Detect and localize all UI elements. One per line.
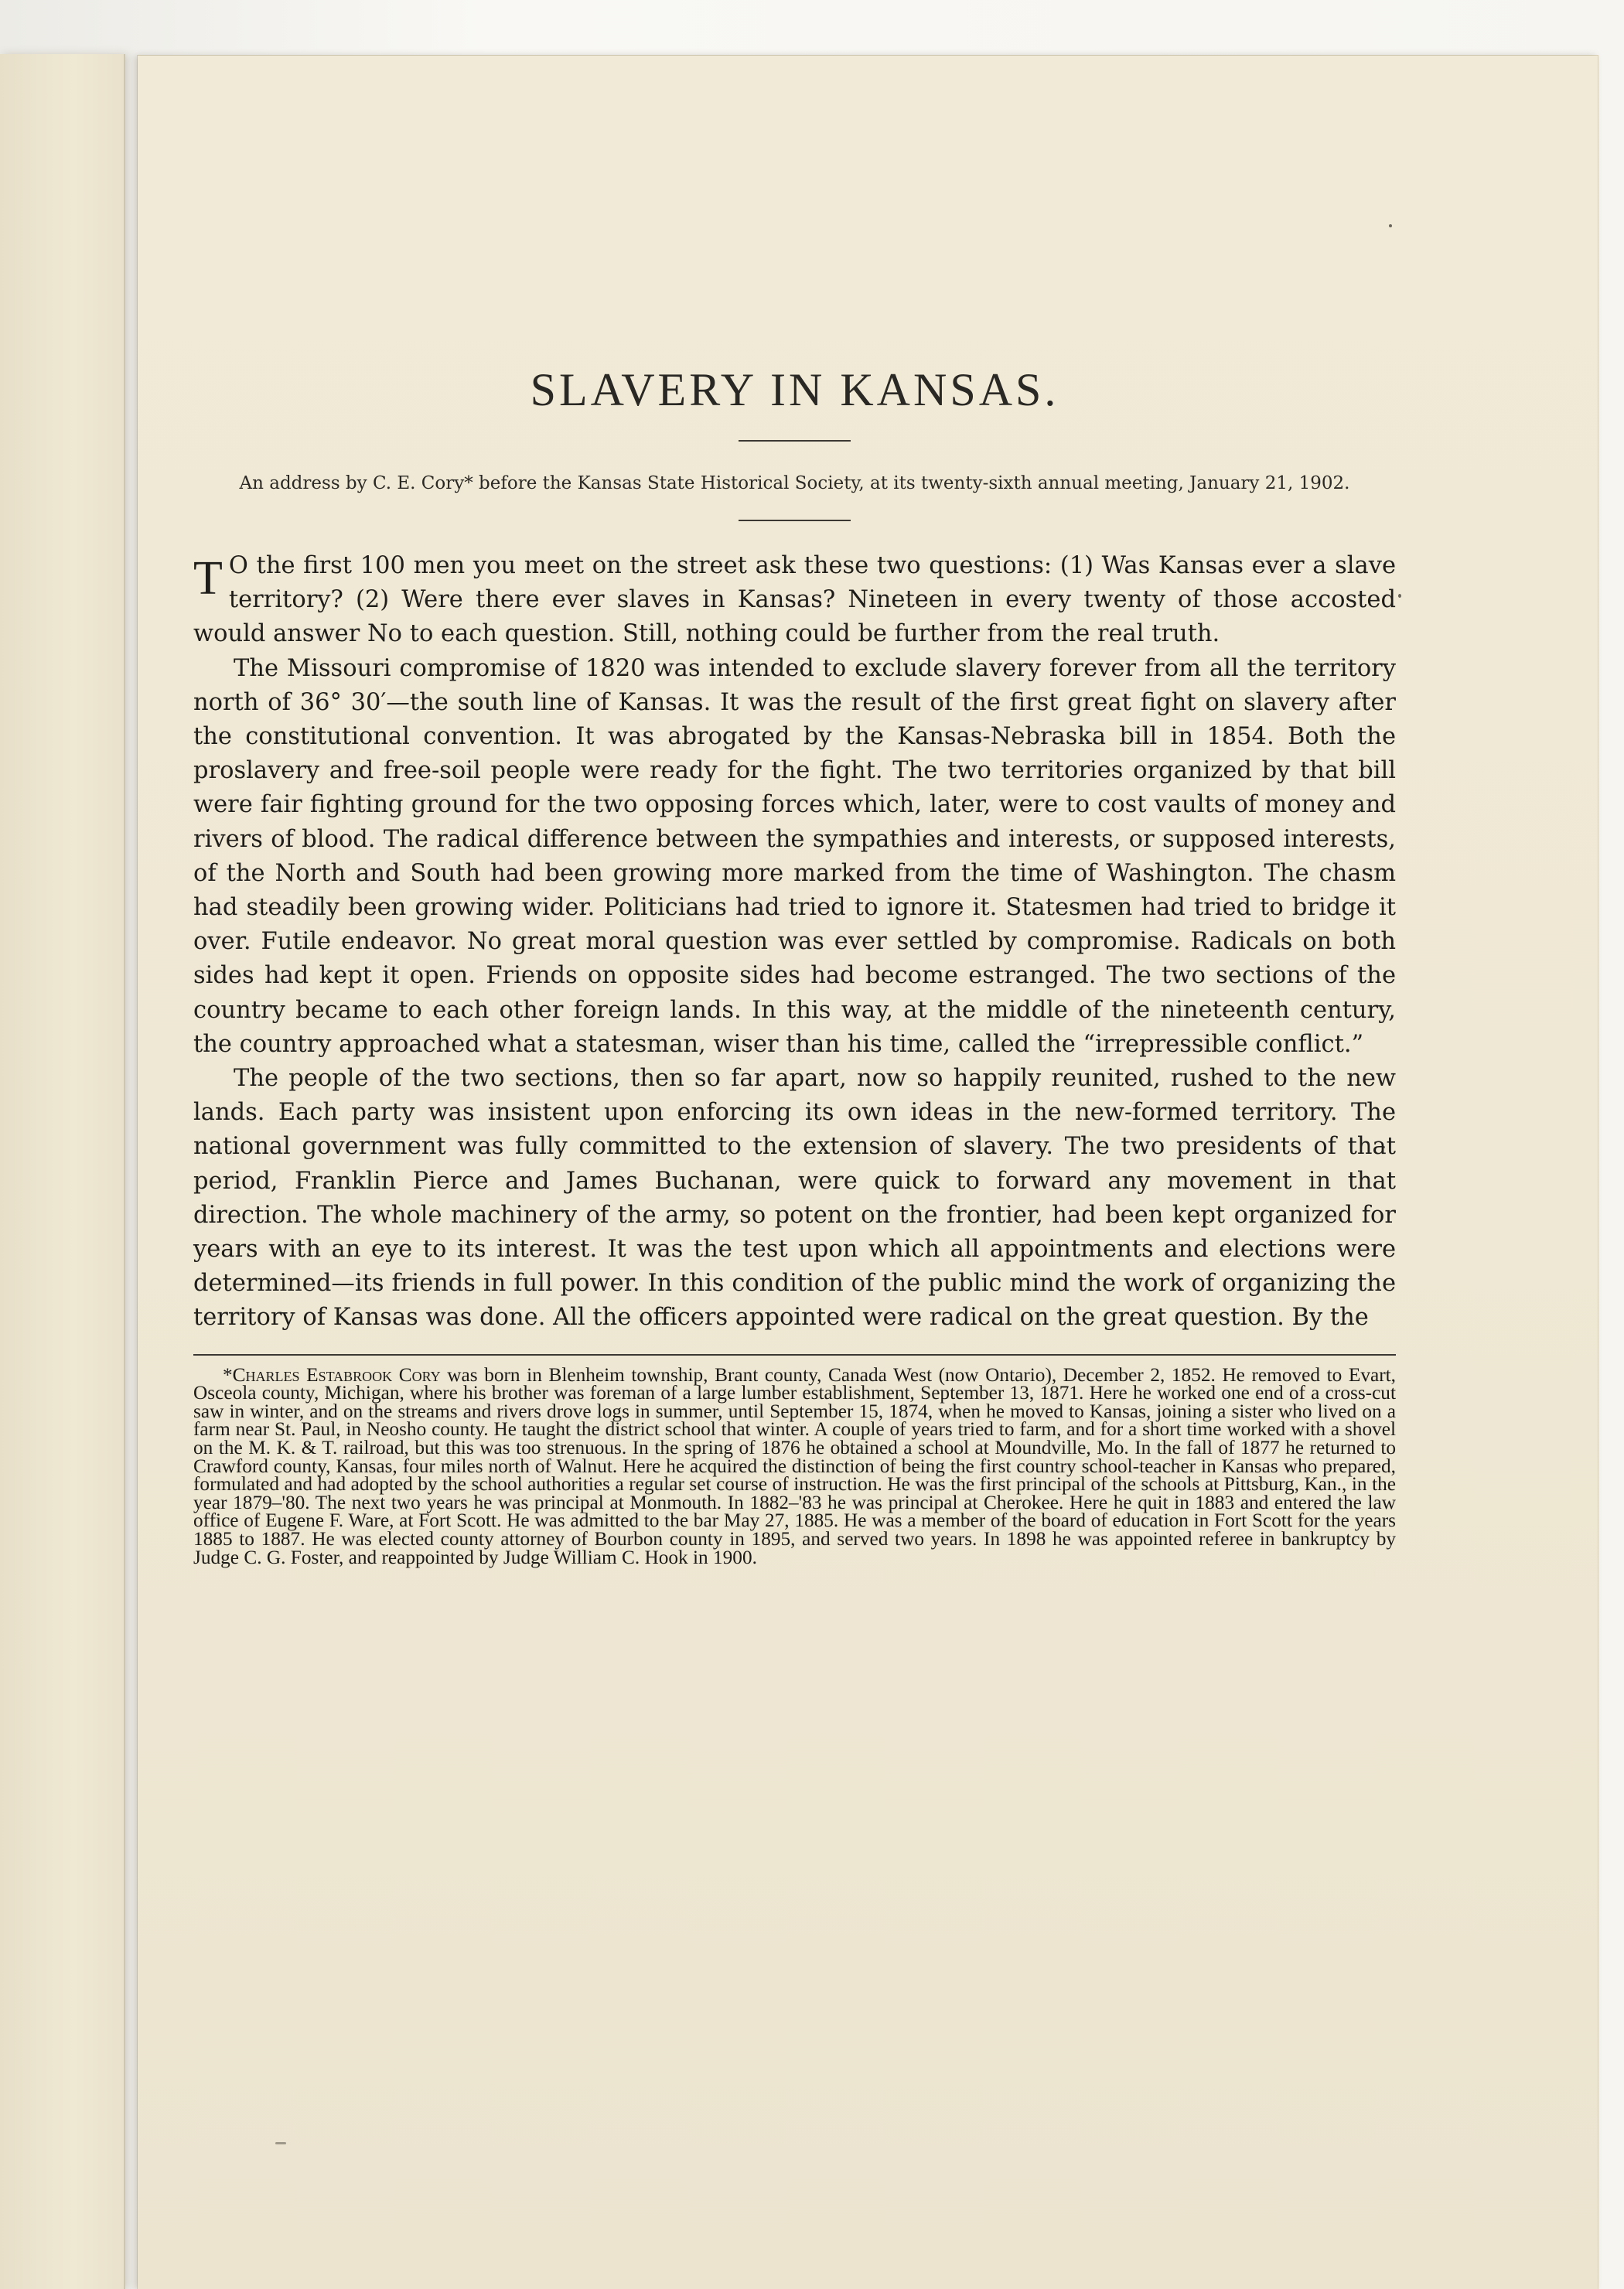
paper-speck: [1389, 224, 1392, 227]
article-subtitle: An address by C. E. Cory* before the Kansas State Historical Society, at its twenty-sixth annual meeting, January 21, 1902.: [239, 473, 1350, 493]
left-page-edge: [0, 54, 125, 2289]
paragraph-3: The people of the two sections, then so far apart, now so happily reunited, rushed to the new lands. Each party was insistent upon enforcing its own ideas in the new-formed territory. The national government was fully committed to the extension of slavery. The two presidents of that period, Franklin Pierce and James Buchanan, were quick to forward any movement in that direction. The whole machinery of the army, so potent on the frontier, had been kept organized for years with an eye to its interest. It was the test upon which all appointments and elections were determined—its friends in full power. In this condition of the public mind the work of organizing the territory of Kansas was done. All the officers appointed were radical on the great question. By the: [193, 1065, 1396, 1332]
title-divider: [739, 440, 851, 442]
article-body: [193, 549, 1396, 1336]
paper-speck: [1398, 594, 1401, 598]
article-title: SLAVERY IN KANSAS.: [530, 364, 1059, 415]
article: [193, 363, 1396, 1567]
footnote-text: was born in Blenheim township, Brant county, Canada West (now Ontario), December 2, 1852. He removed to Evart, Osceola county, Michigan, where his brother was foreman of a large lumber establishment, September 13, 1871. Here he worked one end of a cross-cut saw in winter, and on the streams and rivers drove logs in summer, until September 15, 1874, when he moved to Kansas, joining a sister who lived on a farm near St. Paul, in Neosho county. He taught the district school that winter. A couple of years tried to farm, and for a short time worked with a shovel on the M. K. & T. railroad, but this was too strenuous. In the spring of 1876 he obtained a school at Moundville, Mo. In the fall of 1877 he returned to Crawford county, Kansas, four miles north of Walnut. Here he acquired the distinction of being the first country school-teacher in Kansas who prepared, formulated and had adopted by the school authorities a regular set course of instruction. He was the first principal of the schools at Pittsburg, Kan., in the year 1879–'80. The next two years he was principal at Monmouth. In 1882–'83 he was principal at Cherokee. Here he quit in 1883 and entered the law office of Eugene F. Ware, at Fort Scott. He was admitted to the bar May 27, 1885. He was a member of the board of education in Fort Scott for the years 1885 to 1887. He was elected county attorney of Bourbon county in 1895, and served two years. In 1898 he was appointed referee in bankruptcy by Judge C. G. Foster, and reappointed by Judge William C. Hook in 1900.: [193, 1363, 1396, 1568]
paper-speck: [275, 2142, 286, 2144]
paragraph-1-text: O the first 100 men you meet on the street ask these two questions: (1) Was Kansas ever a slave territory? (2) Were there ever slaves in Kansas? Nineteen in every twenty of those accosted would answer No to each question. Still, nothing could be further from the real truth.: [193, 552, 1396, 648]
paragraph-1: [193, 549, 1396, 652]
drop-cap: T: [193, 552, 223, 605]
footnote-marker: *: [223, 1363, 233, 1386]
subtitle-divider: [739, 520, 851, 521]
paragraph-2: The Missouri compromise of 1820 was intended to exclude slavery forever from all the territory north of 36° 30′—the south line of Kansas. It was the result of the first great fight on slavery after the constitutional convention. It was abrogated by the Kansas-Nebraska bill in 1854. Both the proslavery and free-soil people were ready for the fight. The two territories organized by that bill were fair fighting ground for the two opposing forces which, later, were to cost vaults of money and rivers of blood. The radical difference between the sympathies and interests, or supposed interests, of the North and South had been growing more marked from the time of Washington. The chasm had steadily been growing wider. Politicians had tried to ignore it. Statesmen had tried to bridge it over. Futile endeavor. No great moral question was ever settled by compromise. Radicals on both sides had kept it open. Friends on opposite sides had become estranged. The two sections of the country became to each other foreign lands. In this way, at the middle of the nineteenth century, the country approached what a statesman, wiser than his time, called the “irrepressible conflict.”: [193, 654, 1396, 1058]
footnote-divider: [193, 1354, 1396, 1356]
footnote-name: Charles Estabrook Cory: [232, 1363, 441, 1386]
footnote: [193, 1363, 1396, 1568]
